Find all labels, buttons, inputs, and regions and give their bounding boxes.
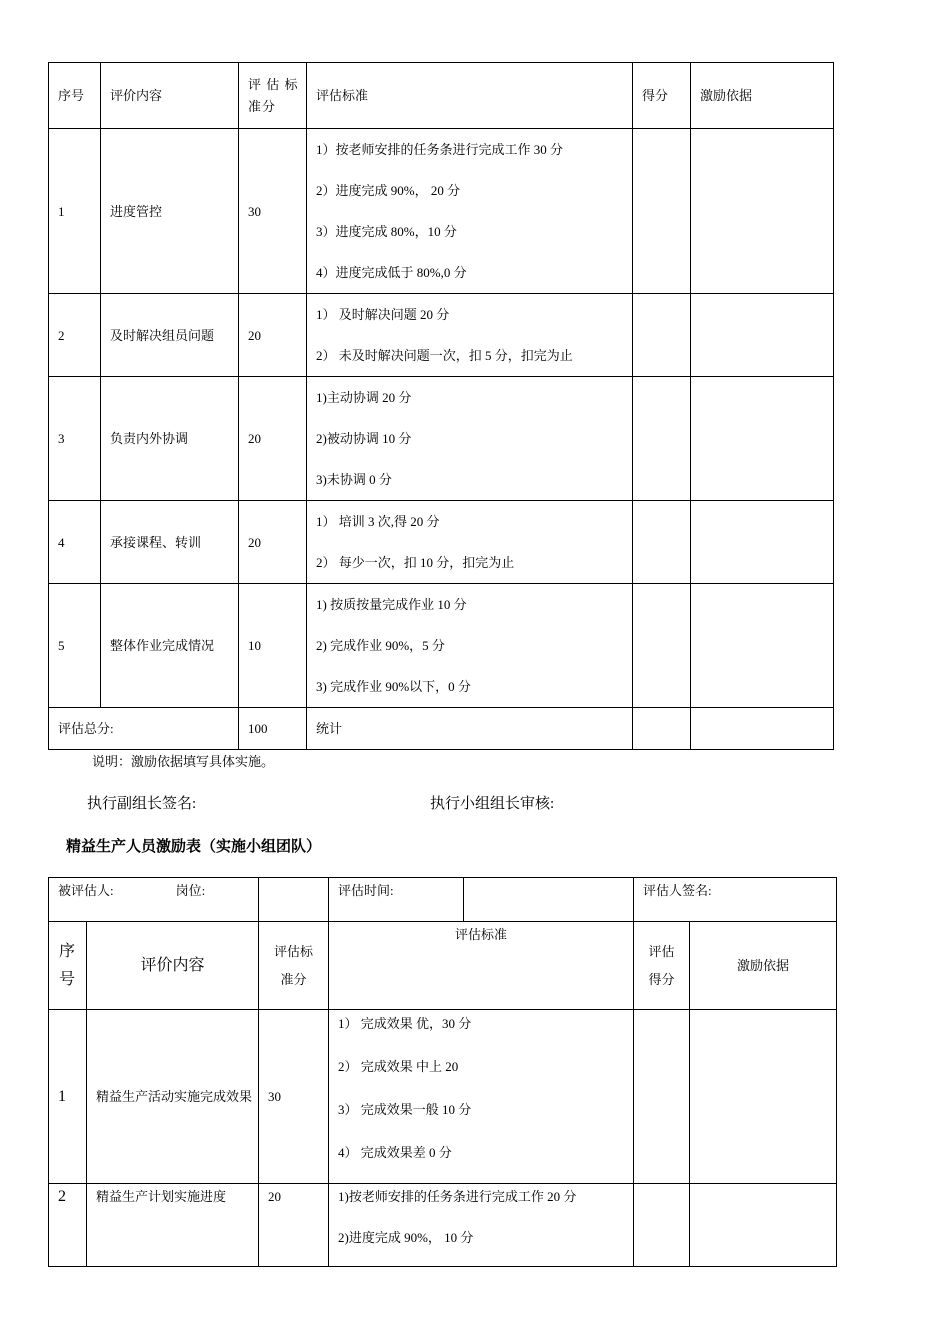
criteria-line: 1） 及时解决问题 20 分 bbox=[316, 307, 450, 322]
criteria-line: 3) 完成作业 90%以下，0 分 bbox=[316, 679, 471, 694]
table-row bbox=[49, 584, 834, 708]
header-content: 评价内容 bbox=[101, 63, 239, 129]
row-basis bbox=[690, 1010, 837, 1184]
row-no: 1 bbox=[49, 129, 101, 294]
row-no: 2 bbox=[49, 294, 101, 377]
row-got bbox=[634, 1010, 690, 1184]
row-content: 负责内外协调 bbox=[101, 377, 239, 501]
header-score: 评估标准分 bbox=[259, 922, 329, 1010]
header-content: 评价内容 bbox=[87, 922, 259, 1010]
row-no: 1 bbox=[49, 1010, 87, 1184]
header-no: 序号 bbox=[49, 63, 101, 129]
total-score: 100 bbox=[239, 708, 307, 750]
criteria-line: 2）进度完成 90%， 20 分 bbox=[316, 183, 461, 198]
row-got bbox=[634, 1184, 690, 1267]
info-row bbox=[49, 878, 837, 922]
table-row bbox=[49, 1184, 837, 1267]
criteria-line: 1） 完成效果 优，30 分 bbox=[338, 1016, 472, 1031]
criteria-line: 2)进度完成 90%， 10 分 bbox=[338, 1230, 474, 1245]
row-criteria bbox=[307, 294, 633, 377]
header-got: 得分 bbox=[633, 63, 691, 129]
row-score: 10 bbox=[239, 584, 307, 708]
criteria-line: 2） 每少一次，扣 10 分，扣完为止 bbox=[316, 555, 515, 570]
vice-leader-signature-label: 执行副组长签名: bbox=[87, 796, 197, 812]
row-criteria bbox=[307, 129, 633, 294]
header-got: 评估得分 bbox=[634, 922, 690, 1010]
criteria-line: 2)被动协调 10 分 bbox=[316, 431, 412, 446]
row-content: 精益生产计划实施进度 bbox=[87, 1184, 259, 1267]
criteria-line: 4）进度完成低于 80%,0 分 bbox=[316, 265, 467, 280]
row-content: 进度管控 bbox=[101, 129, 239, 294]
total-criteria: 统计 bbox=[307, 708, 633, 750]
row-got bbox=[633, 294, 691, 377]
total-label: 评估总分: bbox=[49, 708, 239, 750]
evaluation-table bbox=[48, 62, 834, 750]
row-score: 20 bbox=[239, 294, 307, 377]
table-header-row bbox=[49, 63, 834, 129]
table-header-row bbox=[49, 922, 837, 1010]
row-basis bbox=[691, 501, 834, 584]
row-basis bbox=[691, 294, 834, 377]
row-no: 5 bbox=[49, 584, 101, 708]
position-value bbox=[259, 878, 329, 922]
criteria-line: 1)按老师安排的任务条进行完成工作 20 分 bbox=[338, 1189, 577, 1204]
row-got bbox=[633, 377, 691, 501]
row-basis bbox=[691, 377, 834, 501]
row-no: 2 bbox=[49, 1184, 87, 1267]
row-content: 及时解决组员问题 bbox=[101, 294, 239, 377]
criteria-line: 1）按老师安排的任务条进行完成工作 30 分 bbox=[316, 142, 564, 157]
criteria-line: 1)主动协调 20 分 bbox=[316, 390, 412, 405]
table-row bbox=[49, 377, 834, 501]
row-content: 承接课程、转训 bbox=[101, 501, 239, 584]
evaluee-cell bbox=[49, 878, 259, 922]
row-content: 精益生产活动实施完成效果 bbox=[87, 1010, 259, 1184]
row-score: 20 bbox=[239, 501, 307, 584]
criteria-line: 2） 完成效果 中上 20 bbox=[338, 1059, 459, 1074]
row-got bbox=[633, 584, 691, 708]
row-criteria bbox=[329, 1010, 634, 1184]
row-no: 3 bbox=[49, 377, 101, 501]
evaluator-signature-label: 评估人签名: bbox=[634, 878, 837, 922]
total-row bbox=[49, 708, 834, 750]
criteria-line: 3） 完成效果一般 10 分 bbox=[338, 1102, 472, 1117]
row-score: 30 bbox=[239, 129, 307, 294]
evaluee-label: 被评估人: bbox=[58, 883, 114, 898]
row-criteria bbox=[307, 584, 633, 708]
table-row bbox=[49, 501, 834, 584]
position-label: 岗位: bbox=[175, 883, 206, 898]
criteria-line: 3）进度完成 80%，10 分 bbox=[316, 224, 457, 239]
table-row bbox=[49, 1010, 837, 1184]
header-criteria: 评估标准 bbox=[307, 63, 633, 129]
total-got bbox=[633, 708, 691, 750]
table-row bbox=[49, 294, 834, 377]
criteria-line: 4） 完成效果差 0 分 bbox=[338, 1145, 452, 1160]
criteria-line: 1) 按质按量完成作业 10 分 bbox=[316, 597, 467, 612]
team-evaluation-table bbox=[48, 877, 837, 1267]
row-basis bbox=[691, 129, 834, 294]
header-basis: 激励依据 bbox=[691, 63, 834, 129]
row-score: 20 bbox=[259, 1184, 329, 1267]
header-basis: 激励依据 bbox=[690, 922, 837, 1010]
criteria-line: 2） 未及时解决问题一次，扣 5 分，扣完为止 bbox=[316, 348, 573, 363]
header-no: 序号 bbox=[49, 922, 87, 1010]
criteria-line: 3)未协调 0 分 bbox=[316, 472, 392, 487]
header-criteria: 评估标准 bbox=[329, 922, 634, 1010]
row-criteria bbox=[329, 1184, 634, 1267]
row-score: 20 bbox=[239, 377, 307, 501]
row-basis bbox=[690, 1184, 837, 1267]
table-row bbox=[49, 129, 834, 294]
row-no: 4 bbox=[49, 501, 101, 584]
row-criteria bbox=[307, 377, 633, 501]
row-got bbox=[633, 129, 691, 294]
leader-review-label: 执行小组组长审核: bbox=[430, 796, 555, 812]
criteria-line: 1） 培训 3 次,得 20 分 bbox=[316, 514, 440, 529]
eval-time-value bbox=[464, 878, 634, 922]
row-got bbox=[633, 501, 691, 584]
criteria-line: 2) 完成作业 90%，5 分 bbox=[316, 638, 445, 653]
eval-time-label: 评估时间: bbox=[329, 878, 464, 922]
total-basis bbox=[691, 708, 834, 750]
row-score: 30 bbox=[259, 1010, 329, 1184]
row-basis bbox=[691, 584, 834, 708]
row-criteria bbox=[307, 501, 633, 584]
row-content: 整体作业完成情况 bbox=[101, 584, 239, 708]
table-note: 说明：激励依据填写具体实施。 bbox=[92, 754, 275, 769]
header-score: 评 估 标准分 bbox=[239, 63, 307, 129]
section-title: 精益生产人员激励表（实施小组团队） bbox=[66, 839, 322, 855]
